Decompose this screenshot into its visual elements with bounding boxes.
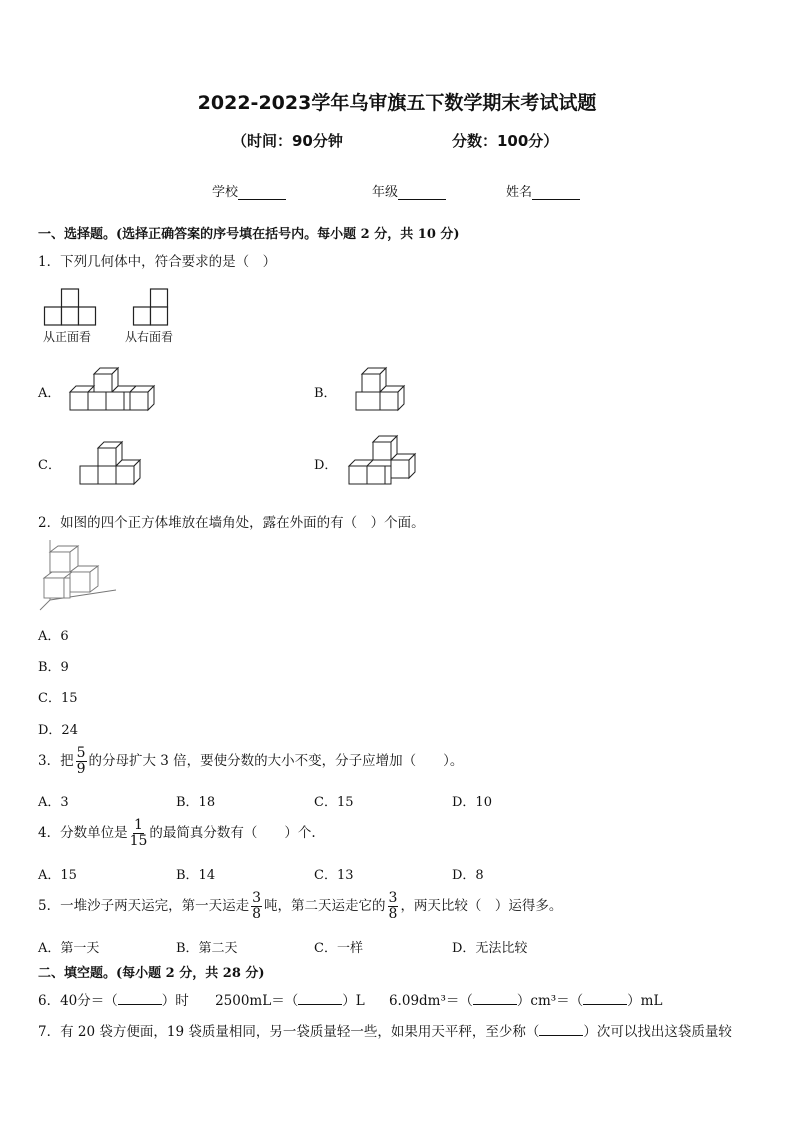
q7-blank[interactable] [539, 1024, 583, 1036]
q6-part-5: 6.09dm³＝（ [388, 993, 473, 1009]
section-1-title: 一、选择题。(选择正确答案的序号填在括号内。每小题 2 分，共 10 分) [38, 227, 460, 242]
exam-time: （时间：90分钟 [232, 132, 343, 150]
q1-option-a-figure [68, 366, 156, 414]
q3-option-c[interactable]: C．15 [314, 795, 354, 810]
school-field [212, 181, 286, 200]
q1-option-c[interactable]: C． [38, 458, 61, 473]
q3-option-d[interactable]: D．10 [452, 795, 492, 810]
q5-denominator-2: 8 [388, 906, 398, 922]
q3-pre: 3．把 [38, 753, 74, 769]
q3-numerator: 5 [76, 745, 86, 761]
right-view-figure [133, 288, 171, 328]
q3-post: 的分母扩大 3 倍，要使分数的大小不变，分子应增加（ ）。 [88, 753, 464, 769]
q6-blank-liters[interactable] [298, 993, 342, 1005]
q5-option-b[interactable]: B．第二天 [176, 941, 238, 956]
school-blank[interactable] [238, 187, 286, 200]
q7-part-1: 7．有 20 袋方便面，19 袋质量相同，另一袋质量轻一些，如果用天平秤，至少称（ [38, 1024, 540, 1040]
q5-mid: 吨，第二天运走它的 [264, 898, 386, 914]
q5-numerator-1: 3 [252, 890, 262, 906]
q1-option-c-figure [78, 440, 144, 488]
grade-blank[interactable] [398, 187, 446, 200]
q4-post: 的最简真分数有（ ）个. [149, 825, 316, 841]
page-title: 2022-2023学年乌审旗五下数学期末考试试题 [197, 92, 597, 114]
q3-denominator: 9 [76, 761, 86, 777]
q5-option-a[interactable]: A．第一天 [38, 941, 100, 956]
q5-post: ，两天比较（ ）运得多。 [400, 898, 563, 914]
q3-option-b[interactable]: B．18 [176, 795, 216, 810]
section-2-title: 二、填空题。(每小题 2 分，共 28 分) [38, 966, 265, 981]
q7-text [38, 1020, 732, 1040]
q6-part-6: ）cm³＝（ [516, 993, 584, 1009]
q5-pre: 5．一堆沙子两天运完，第一天运走 [38, 898, 250, 914]
q1-option-a[interactable]: A． [38, 386, 61, 401]
q4-option-c[interactable]: C．13 [314, 868, 354, 883]
q6-text [38, 989, 662, 1009]
q5-option-d[interactable]: D．无法比较 [452, 941, 528, 956]
q1-option-d-figure [347, 434, 419, 488]
grade-label: 年级 [372, 185, 399, 200]
q5-option-c[interactable]: C．一样 [314, 941, 363, 956]
q1-option-d[interactable]: D． [314, 458, 338, 473]
q1-text: 1．下列几何体中，符合要求的是（ ） [38, 254, 277, 270]
name-field [506, 181, 580, 200]
q2-option-b[interactable]: B．9 [38, 660, 69, 675]
q5-fraction-2 [388, 891, 399, 922]
q2-text: 2．如图的四个正方体堆放在墙角处，露在外面的有（ ）个面。 [38, 515, 425, 531]
q4-pre: 4．分数单位是 [38, 825, 128, 841]
q6-part-4: ）L [342, 993, 365, 1009]
name-blank[interactable] [532, 187, 580, 200]
school-label: 学校 [212, 185, 239, 200]
q4-option-a[interactable]: A．15 [38, 868, 77, 883]
q6-blank-hours[interactable] [118, 993, 162, 1005]
q4-option-b[interactable]: B．14 [176, 868, 216, 883]
exam-score: 分数：100分） [452, 132, 559, 150]
q2-option-d[interactable]: D．24 [38, 723, 78, 738]
q5-denominator-1: 8 [252, 906, 262, 922]
right-view-caption: 从右面看 [125, 330, 174, 344]
q1-option-b-figure [354, 366, 406, 414]
q2-cube-figure [38, 538, 118, 612]
q6-part-7: ）mL [627, 993, 663, 1009]
q6-part-1: 6．40分＝（ [38, 993, 118, 1009]
q4-numerator: 1 [134, 817, 143, 833]
q6-part-3: 2500mL＝（ [215, 993, 299, 1009]
q5-text [38, 891, 562, 922]
q2-option-c[interactable]: C．15 [38, 691, 78, 706]
q6-blank-cm3[interactable] [473, 993, 517, 1005]
q5-fraction-1 [251, 891, 262, 922]
q4-denominator: 15 [129, 833, 148, 849]
q2-option-a[interactable]: A．6 [38, 629, 69, 644]
q4-option-d[interactable]: D．8 [452, 868, 484, 883]
q3-option-a[interactable]: A．3 [38, 795, 69, 810]
grade-field [372, 181, 446, 200]
q3-text [38, 746, 463, 777]
q6-part-2: ）时 [161, 993, 189, 1009]
q1-option-b[interactable]: B． [314, 386, 337, 401]
q3-fraction [76, 746, 87, 777]
q5-numerator-2: 3 [388, 890, 398, 906]
q6-blank-ml[interactable] [583, 993, 627, 1005]
q4-text [38, 818, 316, 849]
q4-fraction [130, 818, 148, 849]
q7-part-2: ）次可以找出这袋质量较 [583, 1024, 732, 1040]
front-view-caption: 从正面看 [43, 330, 92, 344]
front-view-figure [44, 288, 98, 328]
name-label: 姓名 [506, 185, 533, 200]
